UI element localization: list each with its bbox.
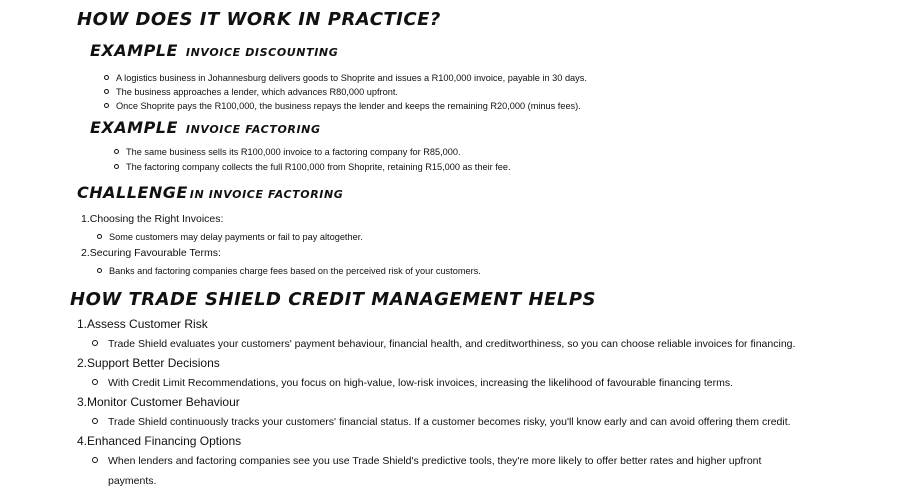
challenge-label: CHALLENGE bbox=[77, 183, 188, 202]
example2-title: INVOICE FACTORING bbox=[185, 123, 321, 136]
bullet-icon bbox=[97, 234, 102, 239]
list-item: Once Shoprite pays the R100,000, the business repays the lender and keeps the remaining R20,000 (minus fees). bbox=[104, 101, 581, 111]
challenge-item-2: 2.Securing Favourable Terms: bbox=[81, 247, 221, 259]
list-item-continuation: payments. bbox=[108, 475, 157, 487]
list-item: A logistics business in Johannesburg delivers goods to Shoprite and issues a R100,000 invoice, payable in 30 days. bbox=[104, 73, 587, 83]
list-item: The business approaches a lender, which advances R80,000 upfront. bbox=[104, 87, 398, 97]
bullet-icon bbox=[92, 340, 98, 346]
challenge-item-1: 1.Choosing the Right Invoices: bbox=[81, 213, 224, 225]
list-item: The factoring company collects the full R100,000 from Shoprite, retaining R15,000 as their fee. bbox=[114, 162, 511, 172]
challenge-heading bbox=[77, 183, 343, 202]
bullet-icon bbox=[104, 89, 109, 94]
list-item: Trade Shield continuously tracks your customers' financial status. If a customer becomes risky, you'll know early and can avoid offering them credit. bbox=[92, 416, 791, 428]
bullet-icon bbox=[92, 418, 98, 424]
example1-title: INVOICE DISCOUNTING bbox=[185, 46, 339, 59]
helps-item-4: 4.Enhanced Financing Options bbox=[77, 434, 242, 448]
heading-practice: HOW DOES IT WORK IN PRACTICE? bbox=[77, 9, 441, 30]
helps-item-1: 1.Assess Customer Risk bbox=[77, 317, 208, 331]
bullet-icon bbox=[104, 103, 109, 108]
bullet-icon bbox=[92, 379, 98, 385]
example1-label: EXAMPLE bbox=[90, 41, 178, 60]
list-item: Banks and factoring companies charge fees based on the perceived risk of your customers. bbox=[97, 266, 481, 276]
bullet-icon bbox=[114, 164, 119, 169]
example2-heading bbox=[90, 118, 321, 137]
list-item: When lenders and factoring companies see you use Trade Shield's predictive tools, they're more likely to offer better rates and higher upfront bbox=[92, 455, 761, 467]
list-item: Some customers may delay payments or fail to pay altogether. bbox=[97, 232, 363, 242]
helps-item-2: 2.Support Better Decisions bbox=[77, 356, 220, 370]
helps-heading: HOW TRADE SHIELD CREDIT MANAGEMENT HELPS bbox=[70, 289, 597, 310]
bullet-icon bbox=[97, 268, 102, 273]
helps-item-3: 3.Monitor Customer Behaviour bbox=[77, 395, 240, 409]
list-item: The same business sells its R100,000 invoice to a factoring company for R85,000. bbox=[114, 147, 461, 157]
challenge-title: IN INVOICE FACTORING bbox=[189, 188, 344, 201]
example2-label: EXAMPLE bbox=[90, 118, 178, 137]
bullet-icon bbox=[92, 457, 98, 463]
bullet-icon bbox=[114, 149, 119, 154]
bullet-icon bbox=[104, 75, 109, 80]
list-item: With Credit Limit Recommendations, you focus on high-value, low-risk invoices, increasing the likelihood of favourable financing terms. bbox=[92, 377, 733, 389]
list-item: Trade Shield evaluates your customers' payment behaviour, financial health, and creditworthiness, so you can choose reliable invoices for financing. bbox=[92, 338, 795, 350]
example1-heading bbox=[90, 41, 338, 60]
